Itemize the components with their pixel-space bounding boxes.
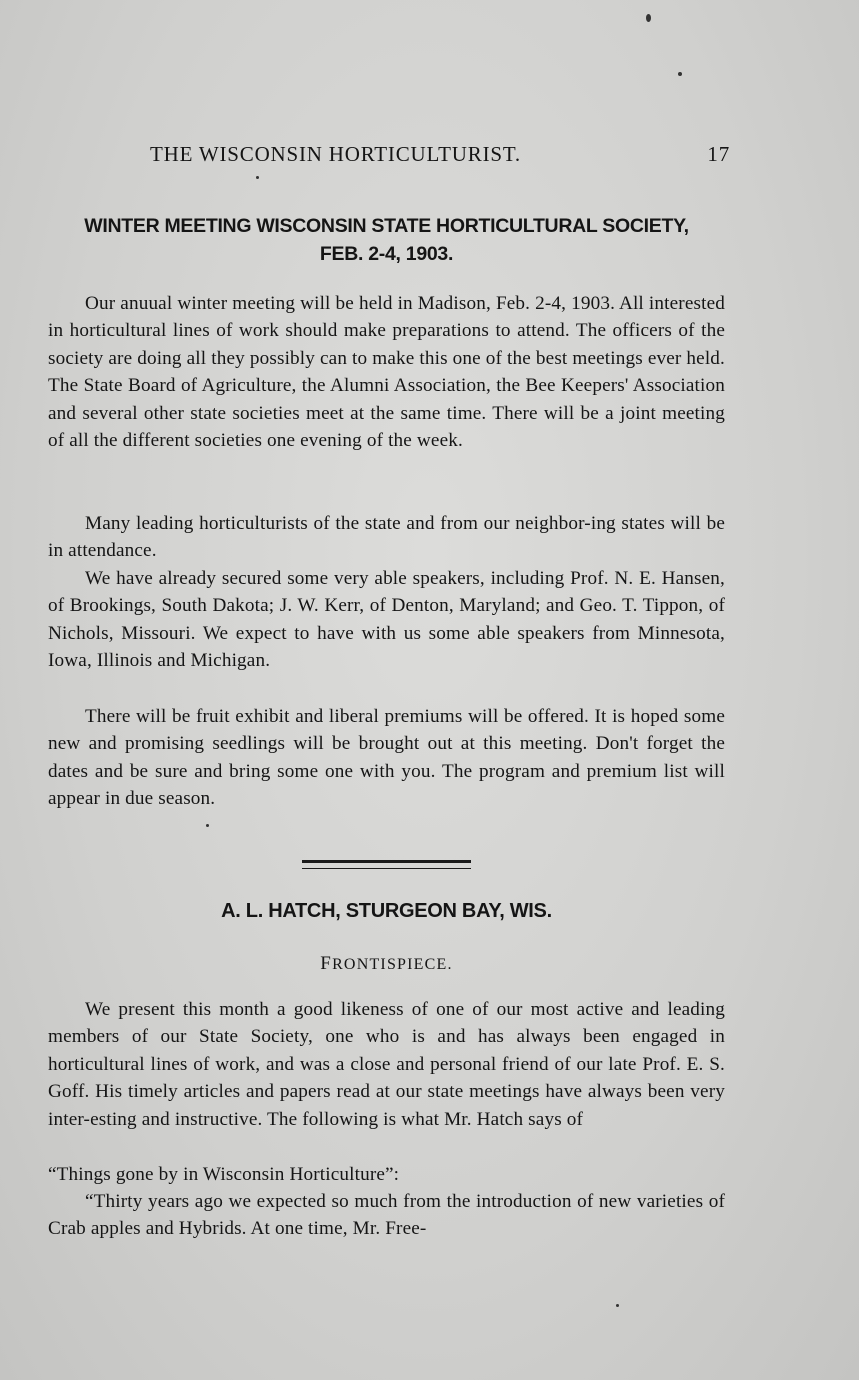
print-speck	[616, 1304, 619, 1307]
article-heading-line1: WINTER MEETING WISCONSIN STATE HORTICULTURAL SOCIETY,	[84, 215, 689, 237]
print-speck	[206, 824, 209, 827]
article-heading: A. L. HATCH, STURGEON BAY, WIS.	[221, 900, 552, 922]
paragraph: “Thirty years ago we expected so much from the introduction of new varieties of Crab apples and Hybrids. At one time, Mr. Free-	[48, 1191, 725, 1240]
journal-title: THE WISCONSIN HORTICULTURIST.	[150, 142, 521, 166]
page-number: 17	[707, 142, 730, 166]
section-divider-thin	[302, 868, 471, 869]
print-speck	[678, 72, 682, 76]
print-speck	[646, 14, 651, 22]
subheading-initial: F	[320, 953, 333, 974]
paragraph: We have already secured some very able speakers, including Prof. N. E. Hansen, of Brookings, South Dakota; J. W. Kerr, of Denton, Maryland; and Geo. T. Tippon, of Nichols, Missouri. We expect to have with us some able speakers from Minnesota, Iowa, Illinois and Michigan.	[48, 568, 725, 672]
paragraph: We present this month a good likeness of one of our most active and leading members of our State Society, one who is and has always been engaged in horticultural lines of work, and was a close and personal friend of our late Prof. E. S. Goff. His timely articles and papers read at our state meetings have always been very inter-esting and instructive. The following is what Mr. Hatch says of	[48, 999, 725, 1130]
section-divider	[302, 860, 471, 863]
article-heading-line2: FEB. 2-4, 1903.	[319, 243, 454, 265]
paragraph: Many leading horticulturists of the state and from our neighbor-ing states will be in attendance.	[48, 513, 725, 562]
quote-title: “Things gone by in Wisconsin Horticulture”:	[48, 1164, 400, 1185]
paragraph: There will be fruit exhibit and liberal premiums will be offered. It is hoped some new and promising seedlings will be brought out at this meeting. Don't forget the dates and be sure and bring some one with you. The program and premium list will appear in due season.	[48, 706, 725, 810]
subheading-rest: RONTISPIECE.	[332, 956, 453, 973]
article-subheading	[48, 953, 725, 975]
paragraph: Our anuual winter meeting will be held in Madison, Feb. 2-4, 1903. All interested in horticultural lines of work should make preparations to attend. The officers of the society are doing all they possibly can to make this one of the best meetings ever held. The State Board of Agriculture, the Alumni Association, the Bee Keepers' Association and several other state societies meet at the same time. There will be a joint meeting of all the different societies one evening of the week.	[48, 293, 725, 452]
running-head	[150, 142, 730, 172]
print-speck	[256, 176, 259, 179]
